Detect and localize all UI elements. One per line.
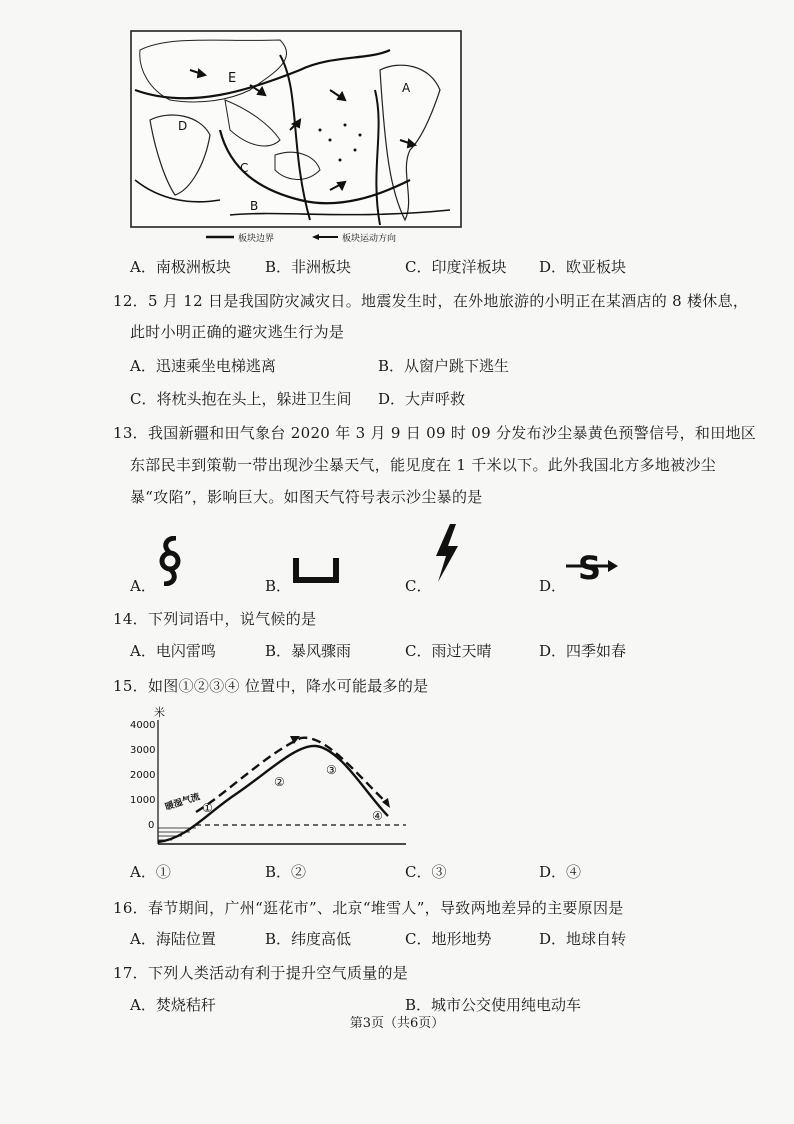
typhoon-icon: [152, 536, 188, 586]
q15-option-d[interactable]: D．④: [539, 863, 582, 881]
mountain-diagram: [126, 704, 416, 852]
plate-map: [130, 30, 462, 248]
label-c: C: [240, 161, 249, 175]
q15-option-c[interactable]: C．③: [405, 863, 447, 881]
q12-option-c[interactable]: C．将枕头抱在头上，躲进卫生间: [130, 390, 352, 408]
q17-option-a[interactable]: A．焚烧秸秆: [130, 996, 216, 1014]
q11-option-d[interactable]: D．欧亚板块: [539, 258, 627, 276]
tick-0: 0: [148, 820, 155, 831]
legend-direction: 板块运动方向: [342, 234, 397, 244]
airflow-label: 暖湿气流: [164, 792, 202, 813]
q13-option-a[interactable]: A．: [130, 577, 156, 595]
q14-option-b[interactable]: B．暴风骤雨: [265, 642, 352, 660]
q11-option-c[interactable]: C．印度洋板块: [405, 258, 507, 276]
tick-3000: 3000: [130, 745, 156, 756]
label-a: A: [402, 81, 411, 95]
legend-arrow-head: [312, 234, 319, 240]
sandstorm-icon: [564, 548, 620, 584]
q12-option-d[interactable]: D．大声呼救: [378, 390, 466, 408]
q11-option-b[interactable]: B．非洲板块: [265, 258, 352, 276]
q17-option-b[interactable]: B．城市公交使用纯电动车: [405, 996, 582, 1014]
label-d: D: [178, 119, 188, 133]
q16-text: 16．春节期间，广州“逛花市”、北京“堆雪人”，导致两地差异的主要原因是: [113, 899, 624, 917]
q12-option-a[interactable]: A．迅速乘坐电梯逃离: [130, 357, 276, 375]
q15-option-a[interactable]: A．①: [130, 863, 171, 881]
q13-option-b[interactable]: B．: [265, 577, 292, 595]
q16-option-d[interactable]: D．地球自转: [539, 930, 627, 948]
point-2: ②: [274, 775, 285, 789]
q16-option-b[interactable]: B．纬度高低: [265, 930, 352, 948]
tick-4000: 4000: [130, 720, 156, 731]
q15-text: 15．如图①②③④ 位置中，降水可能最多的是: [113, 677, 429, 695]
q13-text-line1: 13．我国新疆和田气象台 2020 年 3 月 9 日 09 时 09 分发布沙尘暴黄色预警信号，和田地区: [113, 424, 757, 442]
q12-text-line2: 此时小明正确的避灾逃生行为是: [130, 323, 345, 341]
point-1: ①: [202, 801, 213, 815]
q13-option-c[interactable]: C．: [405, 577, 432, 595]
y-unit: 米: [154, 706, 165, 719]
q13-option-d[interactable]: D．: [539, 577, 567, 595]
q11-option-a[interactable]: A．南极洲板块: [130, 258, 231, 276]
q13-text-line2: 东部民丰到策勒一带出现沙尘暴天气，能见度在 1 千米以下。此外我国北方多地被沙尘: [130, 456, 717, 474]
q12-text-line1: 12．5 月 12 日是我国防灾减灾日。地震发生时，在外地旅游的小明正在某酒店的 8 楼休息，: [113, 292, 749, 310]
q16-option-c[interactable]: C．地形地势: [405, 930, 492, 948]
tick-2000: 2000: [130, 770, 156, 781]
q13-text-line3: 暴“攻陷”，影响巨大。如图天气符号表示沙尘暴的是: [130, 488, 483, 506]
q16-option-a[interactable]: A．海陆位置: [130, 930, 216, 948]
fog-icon: [292, 556, 340, 584]
tick-1000: 1000: [130, 795, 156, 806]
thunder-icon: [430, 524, 462, 584]
q14-option-a[interactable]: A．电闪雷鸣: [130, 642, 216, 660]
point-3: ③: [326, 763, 337, 777]
label-b: B: [250, 199, 259, 213]
q14-option-d[interactable]: D．四季如春: [539, 642, 627, 660]
q14-option-c[interactable]: C．雨过天晴: [405, 642, 492, 660]
q15-option-b[interactable]: B．②: [265, 863, 307, 881]
point-4: ④: [372, 809, 383, 823]
legend-boundary: 板块边界: [238, 234, 275, 244]
label-e: E: [228, 71, 237, 86]
q14-text: 14．下列词语中，说气候的是: [113, 610, 317, 628]
q17-text: 17．下列人类活动有利于提升空气质量的是: [113, 964, 409, 982]
q12-option-b[interactable]: B．从窗户跳下逃生: [378, 357, 510, 375]
page-footer: 第3页（共6页）: [349, 1016, 445, 1031]
svg-text:S: S: [578, 549, 602, 584]
